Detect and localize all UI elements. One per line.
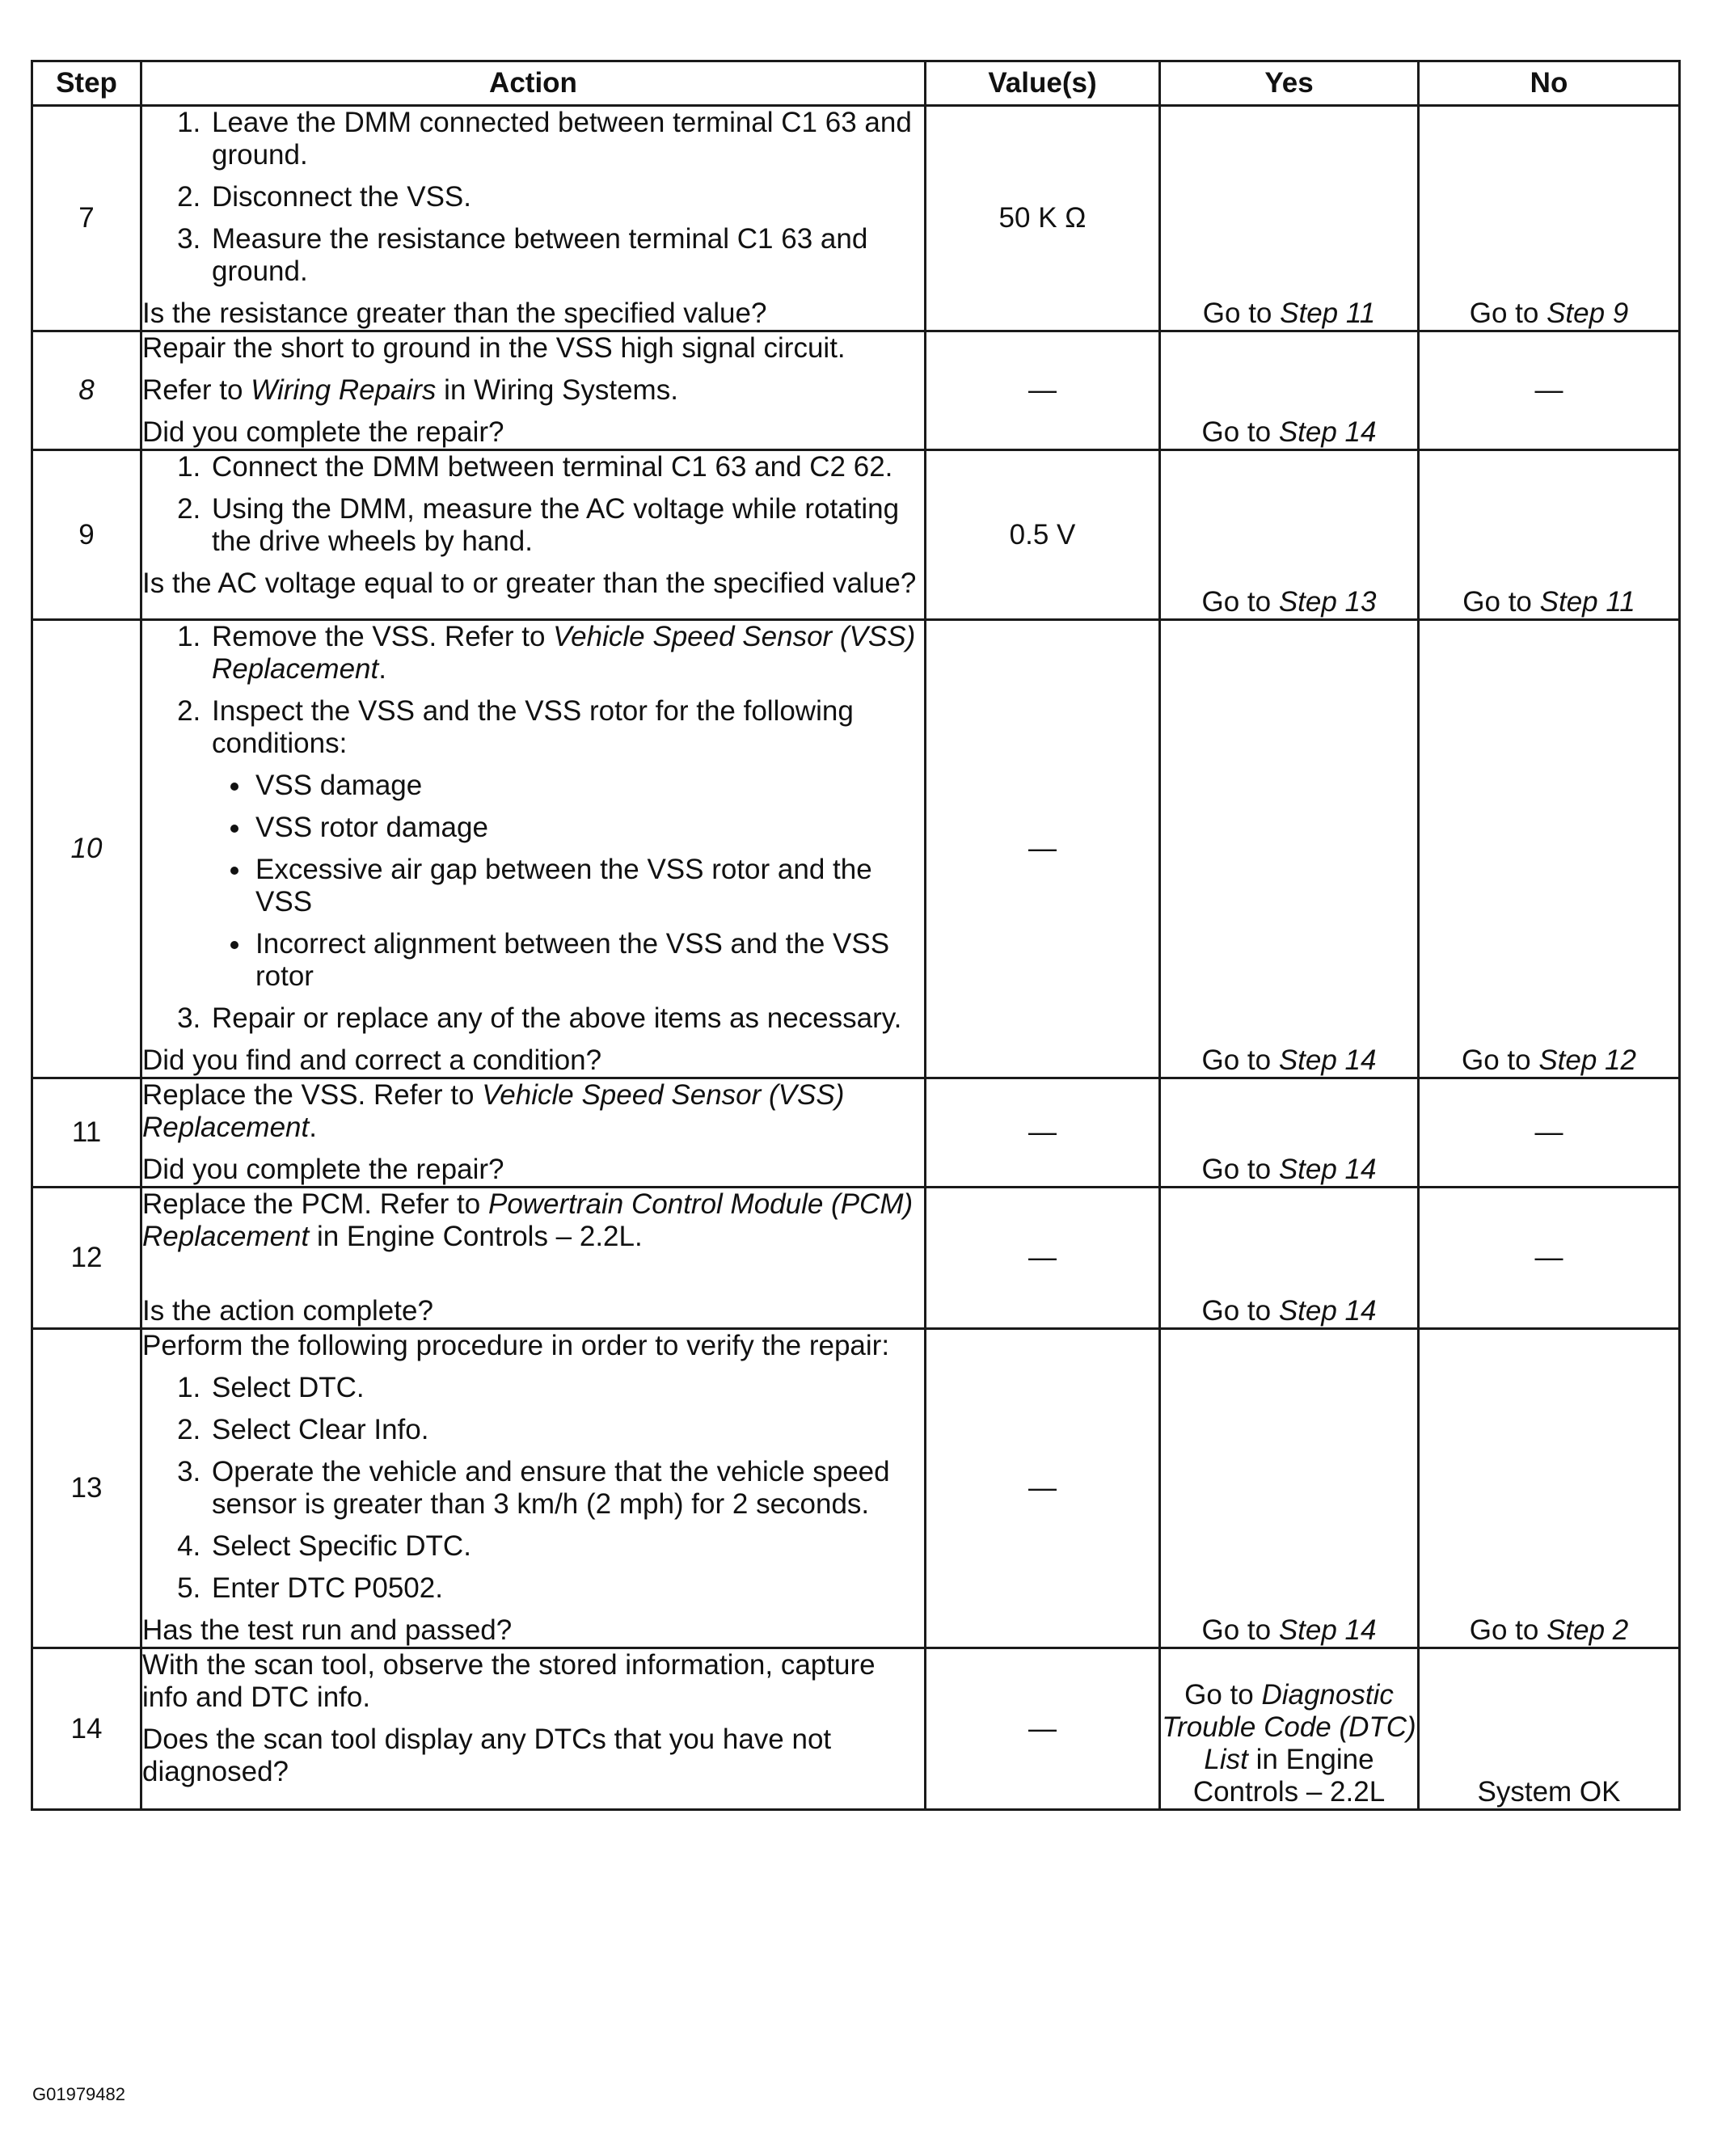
no-cell: System OK <box>1419 1648 1680 1810</box>
no-cell: Go to Step 11 <box>1419 450 1680 620</box>
action-text: Refer to Wiring Repairs in Wiring Systems. <box>142 374 678 406</box>
action-text: Replace the VSS. Refer to Vehicle Speed Sensor (VSS) Replacement. <box>142 1079 845 1143</box>
value-cell: — <box>926 1648 1160 1810</box>
action-text: Does the scan tool display any DTCs that you have not diagnosed? <box>142 1724 832 1787</box>
bullet-item: • VSS damage <box>252 770 924 802</box>
action-text: Did you complete the repair? <box>142 416 504 448</box>
numbered-item: 2. Inspect the VSS and the VSS rotor for the following conditions: • VSS damage • VSS rotor damage • Excessive air gap between the VSS rotor and the VSS • Incorrect alignment between the VSS and the VSS rotor <box>209 695 924 993</box>
table-row <box>32 331 1680 450</box>
numbered-item: 2. Select Clear Info. <box>209 1414 924 1446</box>
no-cell: Go to Step 2 <box>1419 1329 1680 1648</box>
step-number: 10 <box>32 620 141 1078</box>
italic-ref: Wiring Repairs <box>251 374 437 406</box>
step-number: 11 <box>32 1078 141 1188</box>
numbered-item: 3. Measure the resistance between terminal C1 63 and ground. <box>209 223 924 288</box>
action-cell <box>141 620 926 1078</box>
italic-ref: Step 13 <box>1278 586 1377 618</box>
italic-ref: Step 12 <box>1538 1044 1636 1076</box>
action-cell <box>141 1078 926 1188</box>
italic-ref: Diagnostic Trouble Code (DTC) List <box>1162 1679 1416 1775</box>
italic-ref: Step 2 <box>1547 1614 1629 1646</box>
table-body <box>32 106 1680 1810</box>
action-text: Is the action complete? <box>142 1295 433 1327</box>
yes-cell: Go to Step 14 <box>1160 1329 1419 1648</box>
value-cell: 0.5 V <box>926 450 1160 620</box>
action-cell <box>141 1329 926 1648</box>
table-row <box>32 450 1680 620</box>
action-text: With the scan tool, observe the stored information, capture info and DTC info. <box>142 1649 876 1713</box>
yes-cell: Go to Step 14 <box>1160 331 1419 450</box>
italic-ref: Step 14 <box>1278 1154 1377 1185</box>
step-number: 13 <box>32 1329 141 1648</box>
action-cell <box>141 450 926 620</box>
bullet-item: • Excessive air gap between the VSS rotor and the VSS <box>252 854 924 918</box>
value-cell: — <box>926 620 1160 1078</box>
bullet-list <box>212 770 924 993</box>
step-number: 12 <box>32 1188 141 1329</box>
numbered-item: 4. Select Specific DTC. <box>209 1530 924 1563</box>
no-cell: Go to Step 9 <box>1419 106 1680 331</box>
figure-code: G01979482 <box>32 2084 125 2104</box>
value-cell: — <box>926 1188 1160 1329</box>
numbered-list <box>142 107 924 288</box>
action-text: Has the test run and passed? <box>142 1614 513 1646</box>
header-step: Step <box>32 61 141 106</box>
numbered-item: 1. Connect the DMM between terminal C1 63 and C2 62. <box>209 451 924 483</box>
value-cell: — <box>926 331 1160 450</box>
yes-cell: Go to Step 14 <box>1160 1078 1419 1188</box>
value-cell: — <box>926 1329 1160 1648</box>
numbered-item: 1. Leave the DMM connected between terminal C1 63 and ground. <box>209 107 924 171</box>
numbered-item: 1. Select DTC. <box>209 1372 924 1404</box>
no-cell: — <box>1419 1078 1680 1188</box>
header-values: Value(s) <box>926 61 1160 106</box>
table-row <box>32 620 1680 1078</box>
numbered-list <box>142 1372 924 1605</box>
yes-cell: Go to Diagnostic Trouble Code (DTC) List in Engine Controls – 2.2L <box>1160 1648 1419 1810</box>
numbered-list <box>142 621 924 1035</box>
italic-ref: Vehicle Speed Sensor (VSS) Replacement <box>212 621 916 685</box>
header-no: No <box>1419 61 1680 106</box>
action-text: Repair the short to ground in the VSS high signal circuit. <box>142 332 846 364</box>
table-row <box>32 1078 1680 1188</box>
numbered-item: 3. Operate the vehicle and ensure that the vehicle speed sensor is greater than 3 km/h (2 mph) for 2 seconds. <box>209 1456 924 1521</box>
italic-ref: Step 11 <box>1539 586 1635 618</box>
table-row <box>32 1329 1680 1648</box>
numbered-item: 5. Enter DTC P0502. <box>209 1572 924 1605</box>
table-row <box>32 1648 1680 1810</box>
numbered-list <box>142 451 924 558</box>
step-number: 14 <box>32 1648 141 1810</box>
action-text: Did you find and correct a condition? <box>142 1044 602 1076</box>
table-row <box>32 106 1680 331</box>
yes-cell: Go to Step 13 <box>1160 450 1419 620</box>
no-cell: — <box>1419 331 1680 450</box>
no-cell: — <box>1419 1188 1680 1329</box>
step-number: 9 <box>32 450 141 620</box>
italic-ref: Step 11 <box>1280 297 1376 329</box>
action-cell <box>141 331 926 450</box>
diagnostic-table <box>31 60 1681 1811</box>
italic-ref: Step 14 <box>1278 1614 1377 1646</box>
italic-ref: Step 14 <box>1278 416 1377 448</box>
action-text: Perform the following procedure in order to verify the repair: <box>142 1330 890 1361</box>
action-text: Replace the PCM. Refer to Powertrain Control Module (PCM) Replacement in Engine Controls – 2.2L. <box>142 1188 914 1252</box>
no-cell: Go to Step 12 <box>1419 620 1680 1078</box>
step-number: 7 <box>32 106 141 331</box>
italic-ref: Step 9 <box>1547 297 1629 329</box>
action-cell <box>141 1188 926 1329</box>
italic-ref: Step 14 <box>1278 1295 1377 1327</box>
italic-ref: Step 14 <box>1278 1044 1377 1076</box>
italic-ref: Powertrain Control Module (PCM) Replacement <box>142 1188 914 1252</box>
numbered-item: 1. Remove the VSS. Refer to Vehicle Speed Sensor (VSS) Replacement. <box>209 621 924 686</box>
bullet-item: • VSS rotor damage <box>252 812 924 844</box>
step-number: 8 <box>32 331 141 450</box>
yes-cell: Go to Step 14 <box>1160 1188 1419 1329</box>
numbered-item: 2. Using the DMM, measure the AC voltage while rotating the drive wheels by hand. <box>209 493 924 558</box>
bullet-item: • Incorrect alignment between the VSS and the VSS rotor <box>252 928 924 993</box>
action-text: Did you complete the repair? <box>142 1154 504 1185</box>
header-action: Action <box>141 61 926 106</box>
action-text: Is the AC voltage equal to or greater than the specified value? <box>142 567 917 599</box>
action-text: Is the resistance greater than the specified value? <box>142 297 767 329</box>
action-cell <box>141 106 926 331</box>
numbered-item: 2. Disconnect the VSS. <box>209 181 924 213</box>
yes-cell: Go to Step 14 <box>1160 620 1419 1078</box>
value-cell: — <box>926 1078 1160 1188</box>
header-row <box>32 61 1680 106</box>
numbered-item: 3. Repair or replace any of the above items as necessary. <box>209 1002 924 1035</box>
action-cell <box>141 1648 926 1810</box>
italic-ref: Vehicle Speed Sensor (VSS) Replacement <box>142 1079 845 1143</box>
value-cell: 50 K Ω <box>926 106 1160 331</box>
table-row <box>32 1188 1680 1329</box>
yes-cell: Go to Step 11 <box>1160 106 1419 331</box>
header-yes: Yes <box>1160 61 1419 106</box>
